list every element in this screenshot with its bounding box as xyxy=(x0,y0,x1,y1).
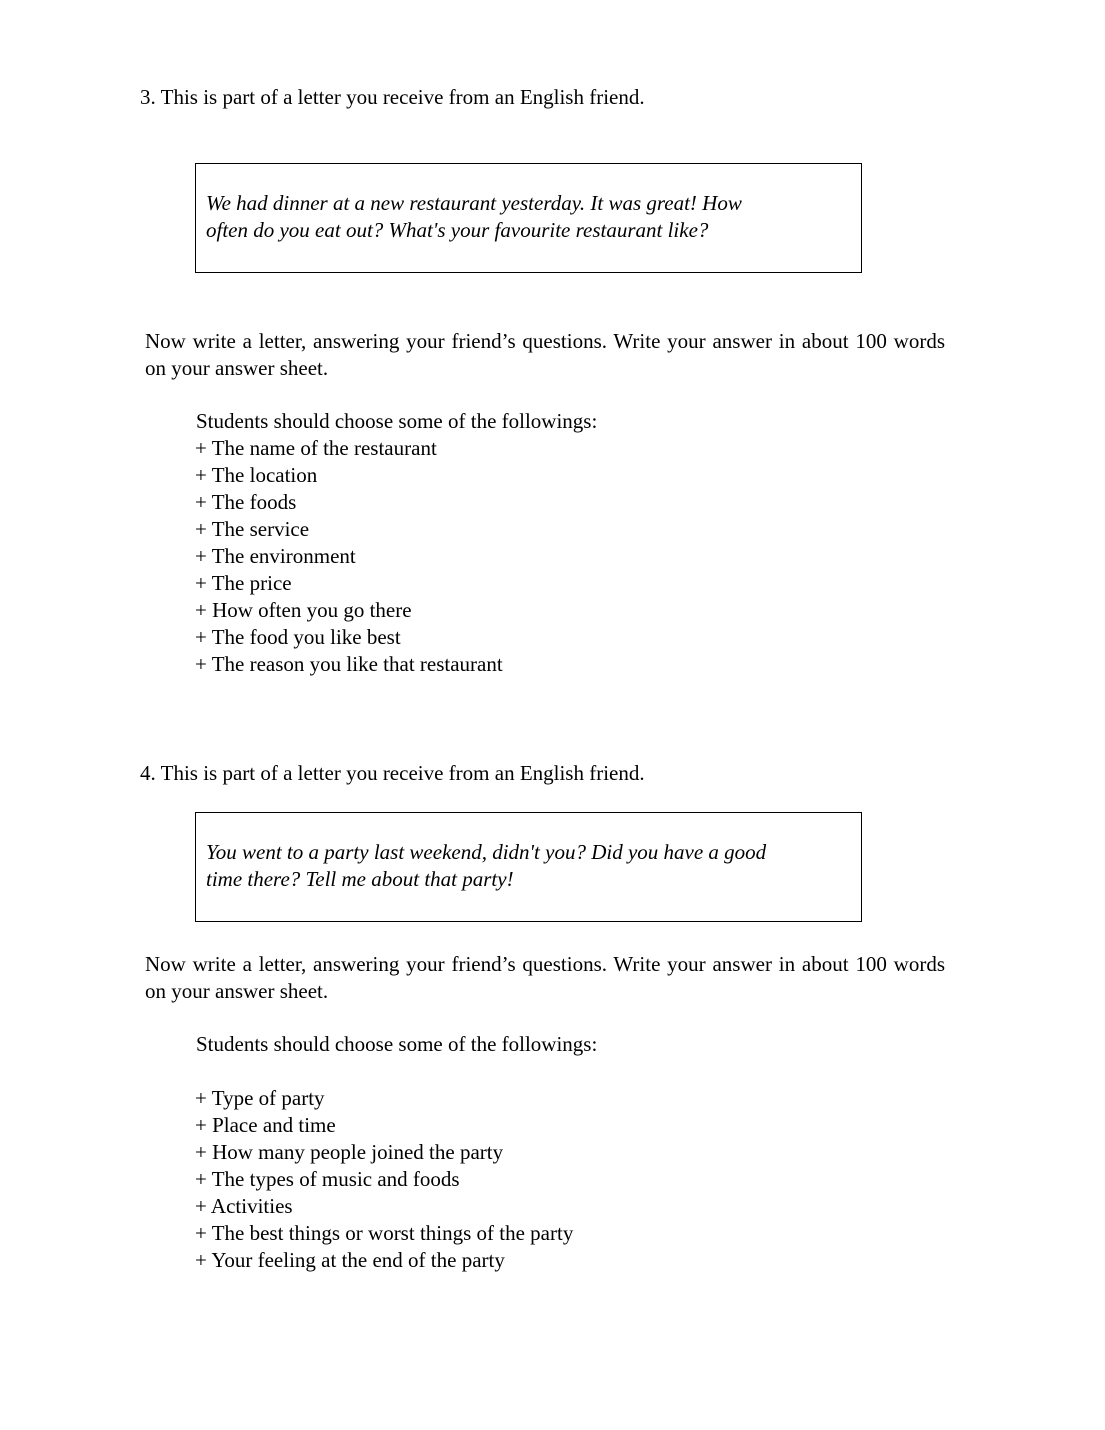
question-3-letter-box xyxy=(195,163,862,273)
question-3-letter-quote xyxy=(206,190,742,244)
question-4-letter-quote xyxy=(206,839,766,893)
list-item: + The environment xyxy=(195,544,356,568)
list-item: + Place and time xyxy=(195,1113,336,1137)
quote-line: You went to a party last weekend, didn't you? Did you have a good xyxy=(206,840,767,864)
list-item: + Activities xyxy=(195,1194,293,1218)
list-item: + The reason you like that restaurant xyxy=(195,652,503,676)
list-item: + The food you like best xyxy=(195,625,401,649)
quote-line: often do you eat out? What's your favourite restaurant like? xyxy=(206,218,709,242)
list-item: + How often you go there xyxy=(195,598,412,622)
list-item: + The location xyxy=(195,463,318,487)
question-4-heading: 4. This is part of a letter you receive from an English friend. xyxy=(140,761,645,785)
list-item: + Type of party xyxy=(195,1086,325,1110)
list-item: + The foods xyxy=(195,490,297,514)
list-item: + The service xyxy=(195,517,310,541)
question-4-prompt: Students should choose some of the followings: xyxy=(196,1032,598,1056)
list-item: + Your feeling at the end of the party xyxy=(195,1248,505,1272)
question-4-letter-box xyxy=(195,812,862,922)
quote-line: time there? Tell me about that party! xyxy=(206,867,514,891)
question-4-suggestion-list xyxy=(195,1085,573,1274)
list-item: + How many people joined the party xyxy=(195,1140,504,1164)
question-4-instruction: Now write a letter, answering your friend’s questions. Write your answer in about 100 words on your answer sheet. xyxy=(145,952,945,1003)
question-3-prompt: Students should choose some of the followings: xyxy=(196,409,598,433)
question-3-instruction: Now write a letter, answering your friend’s questions. Write your answer in about 100 words on your answer sheet. xyxy=(145,329,945,380)
quote-line: We had dinner at a new restaurant yesterday. It was great! How xyxy=(206,191,742,215)
question-3-suggestion-list xyxy=(195,435,503,678)
list-item: + The types of music and foods xyxy=(195,1167,460,1191)
list-item: + The best things or worst things of the party xyxy=(195,1221,574,1245)
list-item: + The name of the restaurant xyxy=(195,436,437,460)
question-3-heading: 3. This is part of a letter you receive from an English friend. xyxy=(140,85,645,109)
list-item: + The price xyxy=(195,571,292,595)
